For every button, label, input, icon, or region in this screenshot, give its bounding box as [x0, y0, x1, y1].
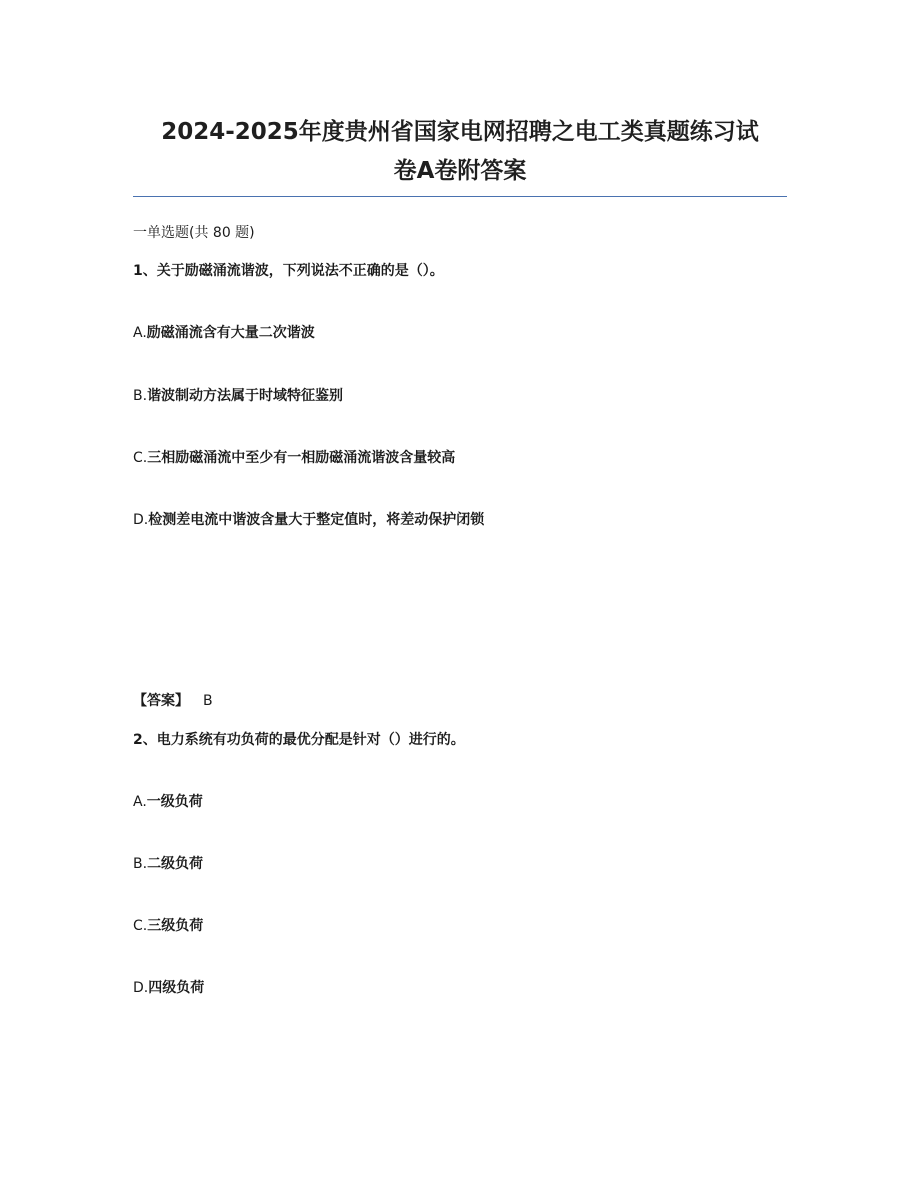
option-text: 三级负荷 — [147, 918, 204, 934]
question-1-answer — [133, 690, 213, 712]
option-letter: D. — [133, 512, 149, 528]
question-1-option-c — [133, 447, 455, 469]
option-letter: A. — [133, 794, 147, 810]
question-1-option-d — [133, 509, 484, 531]
option-text: 四级负荷 — [148, 980, 205, 996]
option-letter: B. — [133, 856, 148, 872]
option-text: 励磁涌流含有大量二次谐波 — [146, 325, 315, 341]
question-2-option-d — [133, 977, 204, 999]
option-letter: B. — [133, 388, 148, 404]
option-text: 谐波制动方法属于时域特征鉴别 — [147, 388, 344, 404]
question-1-option-a — [133, 322, 315, 344]
section-title: 一单选题(共 80 题) — [133, 225, 255, 241]
option-letter: A. — [133, 325, 147, 341]
option-letter: D. — [133, 980, 149, 996]
option-text: 一级负荷 — [146, 794, 203, 810]
question-2-stem: 2、电力系统有功负荷的最优分配是针对（）进行的。 — [133, 732, 465, 748]
option-text: 二级负荷 — [147, 856, 204, 872]
document-title-line-2: 卷A卷附答案 — [393, 158, 527, 184]
question-2-option-a — [133, 791, 203, 813]
option-text: 三相励磁涌流中至少有一相励磁涌流谐波含量较高 — [147, 450, 456, 466]
question-1-option-b — [133, 385, 343, 407]
question-1-stem: 1、关于励磁涌流谐波，下列说法不正确的是（）。 — [133, 263, 444, 279]
answer-label: 【答案】 — [133, 693, 189, 709]
title-divider — [133, 196, 787, 197]
answer-value: B — [203, 693, 213, 709]
option-text: 检测差电流中谐波含量大于整定值时，将差动保护闭锁 — [148, 512, 485, 528]
document-title-line-1: 2024-2025年度贵州省国家电网招聘之电工类真题练习试 — [161, 119, 759, 145]
option-letter: C. — [133, 450, 148, 466]
option-letter: C. — [133, 918, 148, 934]
question-2-option-b — [133, 853, 203, 875]
question-2-option-c — [133, 915, 203, 937]
